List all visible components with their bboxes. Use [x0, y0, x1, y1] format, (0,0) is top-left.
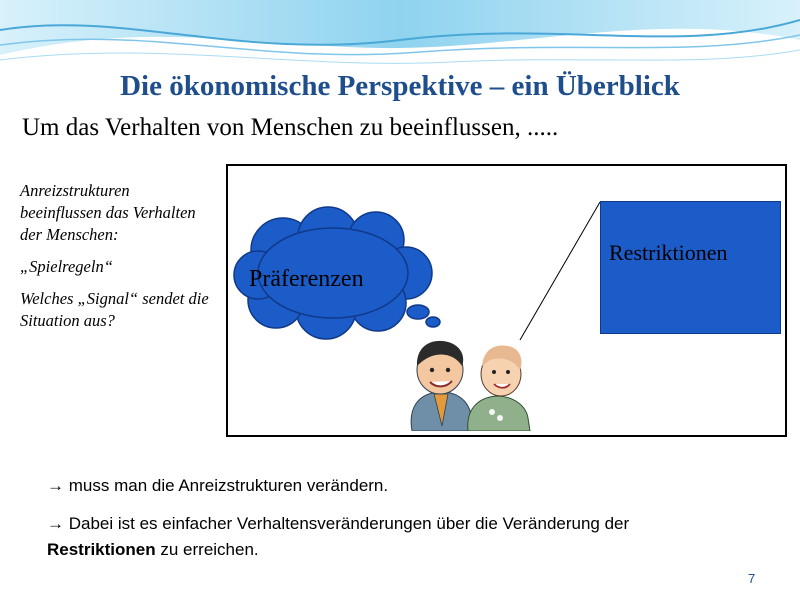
- slide-title: Die ökonomische Perspektive – ein Überblick: [120, 70, 680, 102]
- restrictions-label: Restriktionen: [609, 240, 728, 265]
- side-note-rules: „Spielregeln“: [20, 257, 113, 276]
- children-clipart: [404, 336, 536, 431]
- slide-subtitle: Um das Verhalten von Menschen zu beeinflussen, .....: [22, 114, 559, 141]
- bullet-change-incentives: [47, 476, 388, 496]
- bullet-text: muss man die Anreizstrukturen verändern.: [68, 476, 389, 495]
- preferences-label: Präferenzen: [249, 266, 364, 292]
- arrow-right-icon: →: [47, 514, 64, 533]
- header-wave-decoration: [0, 0, 800, 80]
- side-note-incentives: Anreizstrukturen beeinflussen das Verhalten der Menschen:: [20, 181, 196, 244]
- bullet-text: Dabei ist es einfacher Verhaltensveränderungen über die Veränderung der: [68, 514, 630, 533]
- page-number: 7: [748, 571, 756, 586]
- bullet-bold-term: Restriktionen: [47, 540, 156, 559]
- arrow-right-icon: →: [47, 476, 64, 495]
- side-note-signal: Welches „Signal“ sendet die Situation aus?: [20, 289, 209, 330]
- bullet-restrictions: [47, 511, 767, 563]
- restrictions-box: [600, 201, 781, 334]
- connector-line: [515, 200, 605, 345]
- side-notes: [20, 180, 210, 342]
- bullet-tail: zu erreichen.: [160, 540, 259, 559]
